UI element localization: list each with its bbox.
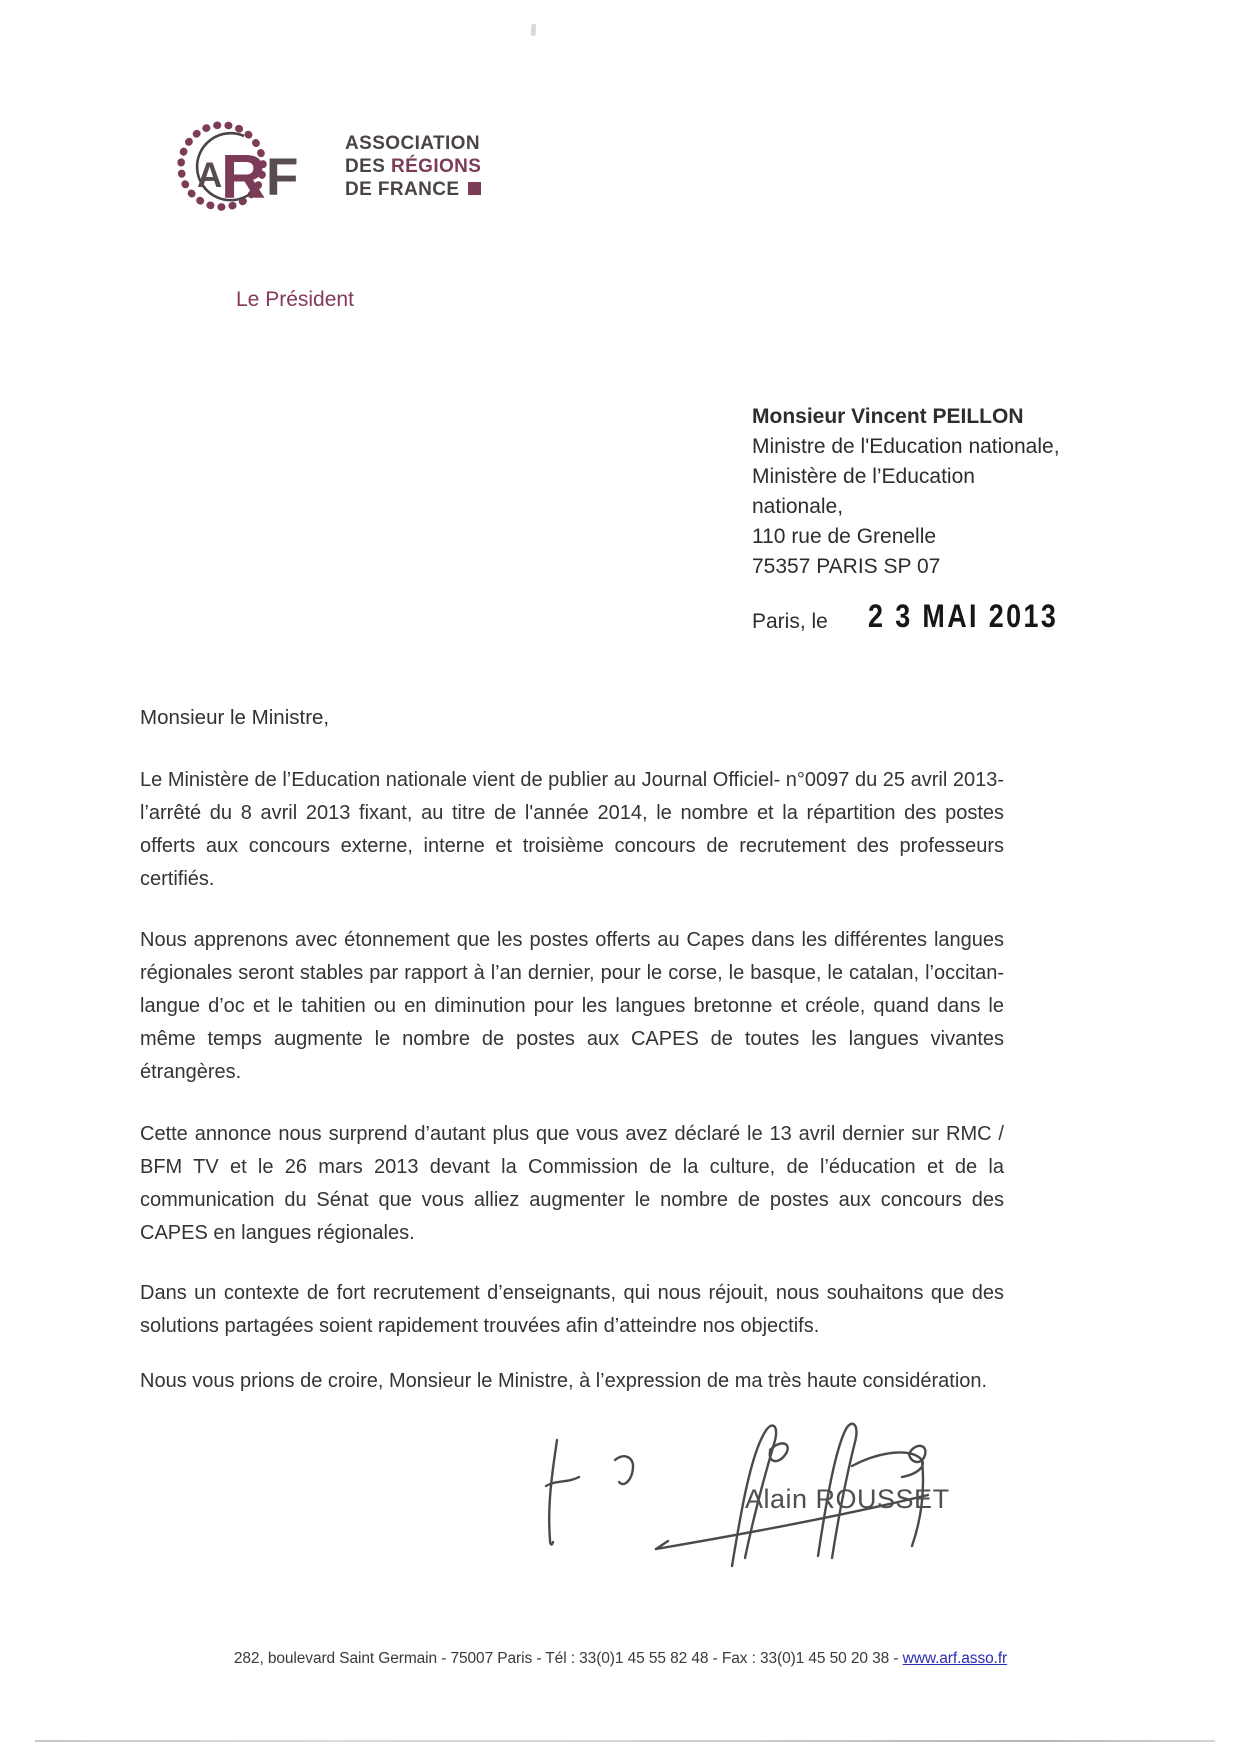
recipient-line: 75357 PARIS SP 07 bbox=[752, 555, 941, 578]
logo-org-line2: DES RÉGIONS bbox=[345, 156, 482, 177]
scan-speck-artifact bbox=[531, 24, 537, 36]
logo-letter-a: A bbox=[197, 156, 223, 195]
logo-org-line3: DE FRANCE bbox=[345, 178, 481, 201]
recipient-line: nationale, bbox=[752, 495, 844, 518]
arf-logo-mark-icon bbox=[170, 110, 345, 222]
body-paragraph-5: Nous vous prions de croire, Monsieur le Ministre, à l’expression de ma très haute considération. bbox=[140, 1370, 988, 1392]
salutation: Monsieur le Ministre, bbox=[140, 706, 330, 729]
body-paragraph-3: Cette annonce nous surprend d’autant plus que vous avez déclaré le 13 avril dernier sur RMC / BFM TV et le 26 mars 2013 devant la Commission de la culture, de l’éducation et de la communication du Sénat que vous alliez augmenter le nombre de postes aux concours des CAPES en langues régionales. bbox=[140, 1123, 1004, 1244]
body-paragraph-2: Nous apprenons avec étonnement que les postes offerts au Capes dans les différentes langues régionales seront stables par rapport à l’an dernier, pour le corse, le basque, le catalan, l’occitan-langue d’oc et le tahitien ou en diminution pour les langues bretonne et créole, quand dans le même temps augmente le nombre de postes aux CAPES de toutes les langues vivantes étrangères. bbox=[140, 929, 1004, 1083]
dateline-place: Paris, le bbox=[752, 610, 828, 633]
logo-letter-f: F bbox=[266, 148, 299, 207]
body-paragraph-4: Dans un contexte de fort recrutement d’enseignants, qui nous réjouit, nous souhaitons que des solutions partagées soient rapidement trouvées afin d’atteindre nos objectifs. bbox=[140, 1282, 1004, 1337]
footer-website-link[interactable]: www.arf.asso.fr bbox=[902, 1650, 1008, 1667]
sender-title: Le Président bbox=[236, 288, 354, 311]
logo-org-name bbox=[345, 132, 481, 201]
scan-edge-line bbox=[35, 1740, 1215, 1742]
body-paragraph-1: Le Ministère de l’Education nationale vient de publier au Journal Officiel- n°0097 du 25 avril 2013- l’arrêté du 8 avril 2013 fixant, au titre de l'année 2014, le nombre et la répartition des postes offerts aux concours externe, interne et troisième concours de recrutement des professeurs certifiés. bbox=[140, 769, 1004, 890]
logo-org-line2-accent: RÉGIONS bbox=[390, 156, 482, 177]
logo-square-icon bbox=[468, 182, 481, 195]
recipient-line: Ministre de l'Education nationale, bbox=[752, 435, 1060, 458]
recipient-line: 110 rue de Grenelle bbox=[752, 525, 937, 548]
recipient-line: Ministère de l’Education bbox=[752, 465, 975, 488]
recipient-name: Monsieur Vincent PEILLON bbox=[752, 405, 1024, 428]
footer bbox=[0, 1650, 1241, 1668]
date-stamp: 2 3 MAI 2013 bbox=[868, 598, 1059, 634]
signatory-name: Alain ROUSSET bbox=[745, 1484, 950, 1514]
logo-letter-r: R bbox=[221, 143, 266, 212]
footer-address: 282, boulevard Saint Germain - 75007 Paris - Tél : 33(0)1 45 55 82 48 - Fax : 33(0)1 45 50 20 38 - bbox=[233, 1650, 903, 1667]
logo-org-line1: ASSOCIATION bbox=[345, 133, 480, 154]
recipient-block bbox=[752, 402, 1060, 582]
